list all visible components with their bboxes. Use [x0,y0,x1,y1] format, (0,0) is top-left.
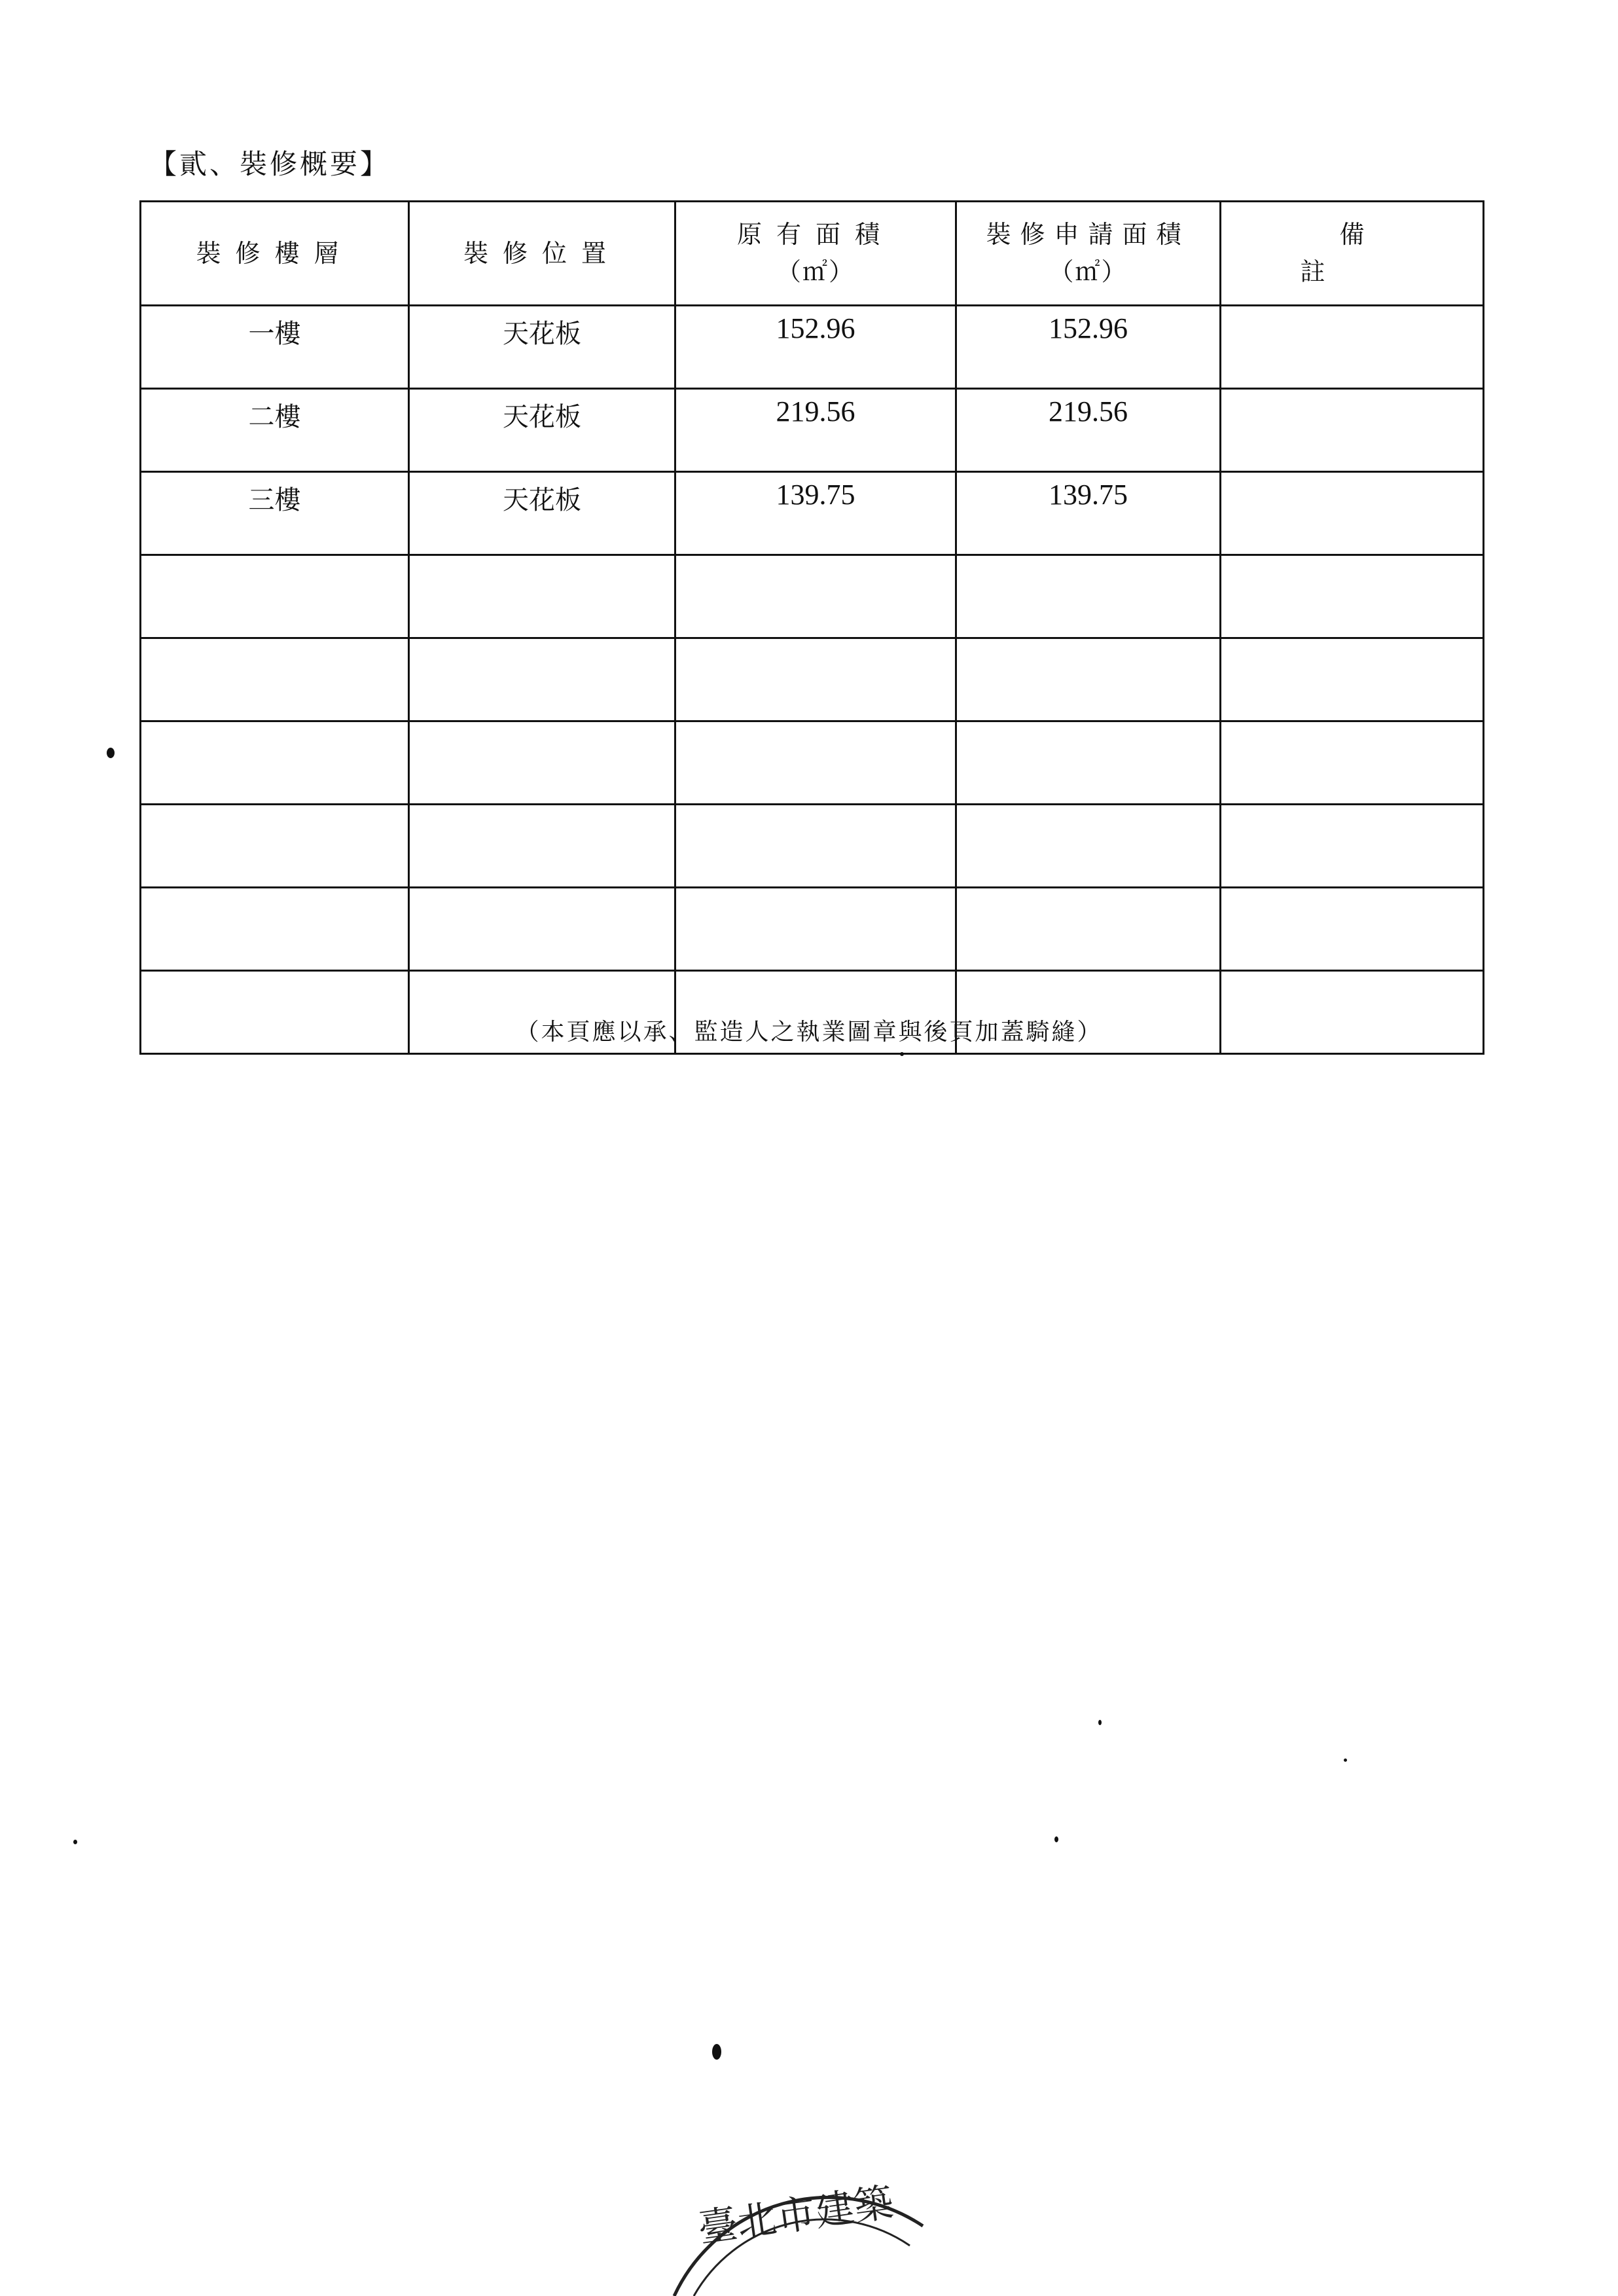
cell-remarks [1221,555,1484,638]
cell-remarks [1221,721,1484,805]
cell-original-area: 139.75 [675,472,956,555]
cell-remarks [1221,306,1484,389]
cell-floor: 一樓 [141,306,409,389]
cell-remarks [1221,888,1484,971]
cell-remarks [1221,472,1484,555]
cell-applied-area [956,888,1221,971]
header-applied-area-unit: （㎡） [1049,257,1128,286]
cell-floor [141,555,409,638]
cell-position [409,721,675,805]
header-original-area-unit: （㎡） [776,257,855,286]
table-row [141,306,1484,389]
cell-floor [141,721,409,805]
header-position: 裝修位置 [409,202,675,306]
table-row [141,472,1484,555]
cell-position [409,638,675,721]
cell-position [409,805,675,888]
cell-original-area: 152.96 [675,306,956,389]
table-row [141,555,1484,638]
cell-position: 天花板 [409,389,675,472]
cell-original-area [675,638,956,721]
table-row [141,721,1484,805]
cell-floor: 三樓 [141,472,409,555]
footnote: （本頁應以承、監造人之執業圖章與後頁加蓋騎縫） [515,1019,1103,1046]
cell-remarks [1221,805,1484,888]
cell-position: 天花板 [409,306,675,389]
cell-remarks [1221,638,1484,721]
cell-original-area [675,721,956,805]
seal-text: 臺北市建築 [695,2179,897,2252]
header-original-area [675,202,956,306]
header-floor: 裝修樓層 [141,202,409,306]
table-row [141,638,1484,721]
table-row [141,888,1484,971]
table-row [141,389,1484,472]
cell-applied-area [956,721,1221,805]
official-seal [648,2147,956,2296]
cell-position: 天花板 [409,472,675,555]
header-original-area-label: 原有面積 [736,220,894,249]
cell-remarks [1221,389,1484,472]
cell-applied-area [956,638,1221,721]
cell-floor [141,805,409,888]
cell-applied-area [956,555,1221,638]
cell-original-area [675,805,956,888]
cell-floor: 二樓 [141,389,409,472]
table-row [141,805,1484,888]
cell-floor [141,638,409,721]
cell-position [409,888,675,971]
cell-original-area [675,888,956,971]
cell-floor [141,888,409,971]
header-remarks: 備註 [1221,202,1484,306]
table-header-row [141,202,1484,306]
section-title: 【貳、裝修概要】 [149,148,391,180]
cell-applied-area [956,805,1221,888]
renovation-summary-table [139,200,1484,1055]
cell-applied-area: 152.96 [956,306,1221,389]
cell-original-area: 219.56 [675,389,956,472]
cell-applied-area: 219.56 [956,389,1221,472]
header-applied-area [956,202,1221,306]
cell-original-area [675,555,956,638]
header-applied-area-label: 裝修申請面積 [986,220,1191,249]
cell-position [409,555,675,638]
cell-applied-area: 139.75 [956,472,1221,555]
